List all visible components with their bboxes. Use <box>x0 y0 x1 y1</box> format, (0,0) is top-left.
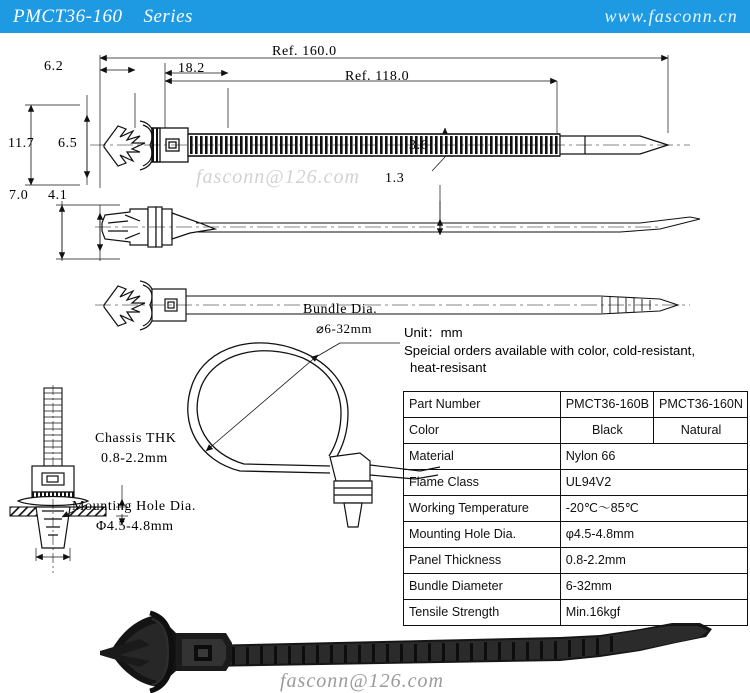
dim-total-height: 11.7 <box>8 136 35 151</box>
chassis-thk-value: 0.8-2.2mm <box>101 451 168 466</box>
table-cell-key: Color <box>404 418 561 444</box>
bundle-dia-value: ⌀6-32mm <box>316 321 373 336</box>
note-unit: Unit：mm <box>404 325 463 340</box>
table-row <box>404 444 748 470</box>
dim-strap-thickness: 1.3 <box>385 171 405 186</box>
table-cell-key: Material <box>404 444 561 470</box>
table-cell-value: Min.16kgf <box>560 600 747 626</box>
table-cell-value: 6-32mm <box>560 574 747 600</box>
table-cell-value-b: Black <box>560 418 653 444</box>
table-row <box>404 418 748 444</box>
photo-watermark: fasconn@126.com <box>280 670 444 692</box>
table-cell-key: Tensile Strength <box>404 600 561 626</box>
table-row <box>404 574 748 600</box>
page-header <box>0 0 750 33</box>
dim-head-to-lock: 18.2 <box>178 61 205 76</box>
dim-strap-length: Ref. 118.0 <box>345 69 410 84</box>
spec-table <box>403 391 748 626</box>
table-cell-key: Working Temperature <box>404 496 561 522</box>
table-cell-value: Nylon 66 <box>560 444 747 470</box>
table-cell-value-b: PMCT36-160B <box>560 392 653 418</box>
table-cell-key: Flame Class <box>404 470 561 496</box>
table-row <box>404 600 748 626</box>
table-cell-value: φ4.5-4.8mm <box>560 522 747 548</box>
note-special-1: Speicial orders available with color, cold-resistant, <box>404 342 695 358</box>
dim-overall-length: Ref. 160.0 <box>272 44 337 59</box>
dim-side-inner-height: 4.1 <box>48 188 68 203</box>
chassis-thk-label: Chassis THK <box>95 431 177 446</box>
notes-block <box>404 324 748 377</box>
table-row <box>404 470 748 496</box>
dim-side-total-height: 7.0 <box>9 188 29 203</box>
table-row <box>404 548 748 574</box>
bundle-dia-label: Bundle Dia. <box>303 302 378 317</box>
table-cell-key: Part Number <box>404 392 561 418</box>
table-cell-value: UL94V2 <box>560 470 747 496</box>
dim-inner-height: 6.5 <box>58 136 78 151</box>
dim-strap-width: 3.6 <box>409 138 429 153</box>
note-special-2: heat-resisant <box>410 360 487 375</box>
table-cell-value-n: Natural <box>654 418 748 444</box>
drawing-canvas <box>0 33 750 693</box>
mounting-hole-label: Mounting Hole Dia. <box>72 499 196 514</box>
dim-head-width: 6.2 <box>44 59 64 74</box>
website-url: www.fasconn.cn <box>604 6 738 26</box>
table-cell-value: 0.8-2.2mm <box>560 548 747 574</box>
drawing-watermark: fasconn@126.com <box>196 166 360 188</box>
table-cell-key: Panel Thickness <box>404 548 561 574</box>
table-cell-key: Mounting Hole Dia. <box>404 522 561 548</box>
table-row <box>404 496 748 522</box>
page-title: PMCT36-160 Series <box>13 5 193 27</box>
spec-table-body <box>404 392 748 626</box>
table-cell-value-n: PMCT36-160N <box>654 392 748 418</box>
table-row <box>404 522 748 548</box>
table-cell-key: Bundle Diameter <box>404 574 561 600</box>
table-cell-value: -20℃～85℃ <box>560 496 747 522</box>
mounting-hole-value: Φ4.5-4.8mm <box>96 519 174 534</box>
table-row <box>404 392 748 418</box>
